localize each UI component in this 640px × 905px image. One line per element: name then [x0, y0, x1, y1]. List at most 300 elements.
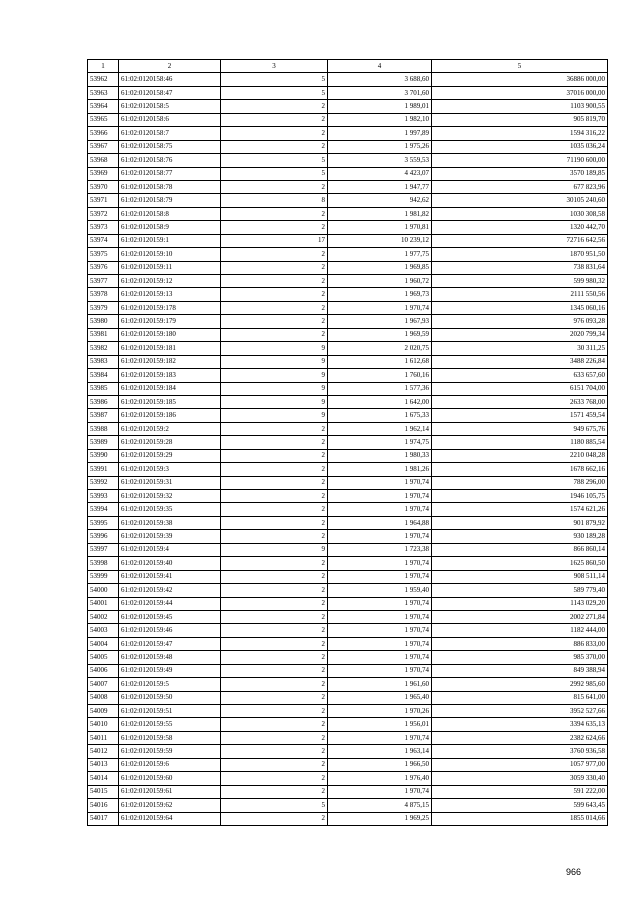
value-cell: 6151 704,00: [432, 382, 608, 395]
type-code-cell: 2: [221, 288, 328, 301]
value-cell: 1574 621,26: [432, 503, 608, 516]
type-code-cell: 9: [221, 342, 328, 355]
table-row: [88, 315, 608, 328]
table-row: [88, 678, 608, 691]
value-cell: 2002 271,84: [432, 610, 608, 623]
row-number-cell: 53994: [88, 503, 119, 516]
value-cell: 3059 330,40: [432, 772, 608, 785]
value-cell: 71190 600,00: [432, 154, 608, 167]
area-cell: 2 020,75: [328, 342, 432, 355]
area-cell: 1 675,33: [328, 409, 432, 422]
table-row: [88, 490, 608, 503]
value-cell: 1180 885,54: [432, 436, 608, 449]
value-cell: 3394 635,13: [432, 718, 608, 731]
column-header-2: 2: [119, 60, 221, 73]
cadastral-number-cell: 61:02:0120159:45: [119, 610, 221, 623]
table-row: [88, 530, 608, 543]
value-cell: 2382 624,66: [432, 731, 608, 744]
row-number-cell: 54009: [88, 705, 119, 718]
cadastral-number-cell: 61:02:0120158:6: [119, 113, 221, 126]
table-row: [88, 637, 608, 650]
cadastral-number-cell: 61:02:0120159:58: [119, 731, 221, 744]
table-row: [88, 113, 608, 126]
area-cell: 1 967,93: [328, 315, 432, 328]
table-row: [88, 180, 608, 193]
value-cell: 1571 459,54: [432, 409, 608, 422]
area-cell: 1 947,77: [328, 180, 432, 193]
cadastral-number-cell: 61:02:0120159:59: [119, 745, 221, 758]
value-cell: 72716 642,56: [432, 234, 608, 247]
area-cell: 1 997,89: [328, 127, 432, 140]
row-number-cell: 53968: [88, 154, 119, 167]
value-cell: 30 311,25: [432, 342, 608, 355]
type-code-cell: 2: [221, 812, 328, 825]
area-cell: 1 577,36: [328, 382, 432, 395]
row-number-cell: 54017: [88, 812, 119, 825]
row-number-cell: 54004: [88, 637, 119, 650]
value-cell: 2020 799,34: [432, 328, 608, 341]
type-code-cell: 2: [221, 248, 328, 261]
row-number-cell: 54000: [88, 584, 119, 597]
row-number-cell: 53973: [88, 221, 119, 234]
cadastral-number-cell: 61:02:0120159:41: [119, 570, 221, 583]
area-cell: 1 962,14: [328, 422, 432, 435]
type-code-cell: 2: [221, 127, 328, 140]
cadastral-number-cell: 61:02:0120159:35: [119, 503, 221, 516]
table-row: [88, 140, 608, 153]
row-number-cell: 53990: [88, 449, 119, 462]
row-number-cell: 53969: [88, 167, 119, 180]
value-cell: 908 511,14: [432, 570, 608, 583]
row-number-cell: 53977: [88, 275, 119, 288]
area-cell: 1 760,16: [328, 369, 432, 382]
area-cell: 1 961,60: [328, 678, 432, 691]
type-code-cell: 2: [221, 705, 328, 718]
type-code-cell: 2: [221, 557, 328, 570]
row-number-cell: 53981: [88, 328, 119, 341]
cadastral-number-cell: 61:02:0120159:40: [119, 557, 221, 570]
table-row: [88, 503, 608, 516]
cadastral-number-cell: 61:02:0120159:179: [119, 315, 221, 328]
type-code-cell: 2: [221, 772, 328, 785]
area-cell: 1 963,14: [328, 745, 432, 758]
table-row: [88, 154, 608, 167]
type-code-cell: 9: [221, 543, 328, 556]
type-code-cell: 2: [221, 530, 328, 543]
table-row: [88, 409, 608, 422]
table-row: [88, 221, 608, 234]
type-code-cell: 2: [221, 140, 328, 153]
cadastral-number-cell: 61:02:0120158:78: [119, 180, 221, 193]
row-number-cell: 54015: [88, 785, 119, 798]
area-cell: 1 970,74: [328, 637, 432, 650]
row-number-cell: 53987: [88, 409, 119, 422]
area-cell: 1 969,85: [328, 261, 432, 274]
cadastral-number-cell: 61:02:0120159:44: [119, 597, 221, 610]
value-cell: 815 641,00: [432, 691, 608, 704]
area-cell: 1 970,74: [328, 476, 432, 489]
row-number-cell: 54008: [88, 691, 119, 704]
row-number-cell: 53966: [88, 127, 119, 140]
area-cell: 3 701,60: [328, 86, 432, 99]
row-number-cell: 53983: [88, 355, 119, 368]
type-code-cell: 2: [221, 718, 328, 731]
table-row: [88, 691, 608, 704]
type-code-cell: 2: [221, 570, 328, 583]
type-code-cell: 9: [221, 409, 328, 422]
value-cell: 1594 316,22: [432, 127, 608, 140]
row-number-cell: 53988: [88, 422, 119, 435]
type-code-cell: 2: [221, 315, 328, 328]
type-code-cell: 5: [221, 799, 328, 812]
value-cell: 1678 662,16: [432, 463, 608, 476]
cadastral-number-cell: 61:02:0120159:50: [119, 691, 221, 704]
cadastral-number-cell: 61:02:0120159:62: [119, 799, 221, 812]
table-row: [88, 395, 608, 408]
table-row: [88, 476, 608, 489]
cadastral-number-cell: 61:02:0120159:31: [119, 476, 221, 489]
area-cell: 1 970,74: [328, 490, 432, 503]
row-number-cell: 53993: [88, 490, 119, 503]
row-number-cell: 53985: [88, 382, 119, 395]
value-cell: 1143 029,20: [432, 597, 608, 610]
table-row: [88, 584, 608, 597]
row-number-cell: 53980: [88, 315, 119, 328]
value-cell: 1855 014,66: [432, 812, 608, 825]
table-row: [88, 463, 608, 476]
row-number-cell: 53986: [88, 395, 119, 408]
area-cell: 1 974,75: [328, 436, 432, 449]
cadastral-number-cell: 61:02:0120158:75: [119, 140, 221, 153]
area-cell: 4 875,15: [328, 799, 432, 812]
type-code-cell: 2: [221, 100, 328, 113]
table-row: [88, 167, 608, 180]
row-number-cell: 53992: [88, 476, 119, 489]
table-row: [88, 731, 608, 744]
type-code-cell: 9: [221, 355, 328, 368]
row-number-cell: 53962: [88, 73, 119, 86]
value-cell: 1030 308,58: [432, 207, 608, 220]
cadastral-number-cell: 61:02:0120159:39: [119, 530, 221, 543]
area-cell: 1 642,00: [328, 395, 432, 408]
area-cell: 1 981,82: [328, 207, 432, 220]
table-row: [88, 557, 608, 570]
value-cell: 886 833,00: [432, 637, 608, 650]
cadastral-number-cell: 61:02:0120159:46: [119, 624, 221, 637]
type-code-cell: 2: [221, 785, 328, 798]
type-code-cell: 2: [221, 207, 328, 220]
value-cell: 1057 977,00: [432, 758, 608, 771]
area-cell: 3 559,53: [328, 154, 432, 167]
table-row: [88, 543, 608, 556]
value-cell: 36886 000,00: [432, 73, 608, 86]
value-cell: 738 831,64: [432, 261, 608, 274]
row-number-cell: 53971: [88, 194, 119, 207]
table-row: [88, 705, 608, 718]
row-number-cell: 53984: [88, 369, 119, 382]
row-number-cell: 53974: [88, 234, 119, 247]
value-cell: 1320 442,70: [432, 221, 608, 234]
table-row: [88, 812, 608, 825]
type-code-cell: 2: [221, 221, 328, 234]
type-code-cell: 2: [221, 328, 328, 341]
cadastral-number-cell: 61:02:0120159:181: [119, 342, 221, 355]
row-number-cell: 53976: [88, 261, 119, 274]
row-number-cell: 53995: [88, 516, 119, 529]
table-row: [88, 382, 608, 395]
type-code-cell: 5: [221, 167, 328, 180]
cadastral-number-cell: 61:02:0120158:77: [119, 167, 221, 180]
value-cell: 677 823,96: [432, 180, 608, 193]
area-cell: 1 989,01: [328, 100, 432, 113]
area-cell: 1 970,74: [328, 301, 432, 314]
cadastral-number-cell: 61:02:0120158:47: [119, 86, 221, 99]
type-code-cell: 2: [221, 463, 328, 476]
row-number-cell: 54001: [88, 597, 119, 610]
cadastral-number-cell: 61:02:0120159:51: [119, 705, 221, 718]
value-cell: 1625 860,50: [432, 557, 608, 570]
value-cell: 3760 936,58: [432, 745, 608, 758]
value-cell: 930 189,28: [432, 530, 608, 543]
value-cell: 3570 189,85: [432, 167, 608, 180]
table-row: [88, 261, 608, 274]
type-code-cell: 2: [221, 651, 328, 664]
cadastral-number-cell: 61:02:0120159:184: [119, 382, 221, 395]
type-code-cell: 2: [221, 436, 328, 449]
area-cell: 1 977,75: [328, 248, 432, 261]
area-cell: 1 976,40: [328, 772, 432, 785]
value-cell: 976 093,28: [432, 315, 608, 328]
row-number-cell: 53963: [88, 86, 119, 99]
row-number-cell: 54002: [88, 610, 119, 623]
cadastral-number-cell: 61:02:0120159:1: [119, 234, 221, 247]
cadastral-number-cell: 61:02:0120158:7: [119, 127, 221, 140]
table-body: [88, 73, 608, 826]
type-code-cell: 2: [221, 516, 328, 529]
cadastral-number-cell: 61:02:0120159:182: [119, 355, 221, 368]
value-cell: 1870 951,50: [432, 248, 608, 261]
type-code-cell: 2: [221, 637, 328, 650]
cadastral-number-cell: 61:02:0120159:48: [119, 651, 221, 664]
value-cell: 2210 048,28: [432, 449, 608, 462]
cadastral-number-cell: 61:02:0120159:38: [119, 516, 221, 529]
row-number-cell: 54013: [88, 758, 119, 771]
area-cell: 3 688,60: [328, 73, 432, 86]
table-row: [88, 785, 608, 798]
value-cell: 788 296,00: [432, 476, 608, 489]
table-row: [88, 718, 608, 731]
value-cell: 599 643,45: [432, 799, 608, 812]
row-number-cell: 53964: [88, 100, 119, 113]
row-number-cell: 53970: [88, 180, 119, 193]
table-row: [88, 449, 608, 462]
area-cell: 1 980,33: [328, 449, 432, 462]
type-code-cell: 2: [221, 745, 328, 758]
type-code-cell: 17: [221, 234, 328, 247]
cadastral-number-cell: 61:02:0120159:185: [119, 395, 221, 408]
row-number-cell: 53975: [88, 248, 119, 261]
cadastral-number-cell: 61:02:0120159:11: [119, 261, 221, 274]
type-code-cell: 8: [221, 194, 328, 207]
value-cell: 1035 036,24: [432, 140, 608, 153]
area-cell: 1 970,74: [328, 624, 432, 637]
cadastral-number-cell: 61:02:0120158:9: [119, 221, 221, 234]
area-cell: 1 612,68: [328, 355, 432, 368]
table-row: [88, 73, 608, 86]
cadastral-number-cell: 61:02:0120159:6: [119, 758, 221, 771]
area-cell: 1 970,74: [328, 570, 432, 583]
value-cell: 633 657,60: [432, 369, 608, 382]
value-cell: 949 675,76: [432, 422, 608, 435]
row-number-cell: 54007: [88, 678, 119, 691]
table-row: [88, 288, 608, 301]
cadastral-number-cell: 61:02:0120158:8: [119, 207, 221, 220]
area-cell: 1 965,40: [328, 691, 432, 704]
area-cell: 1 970,74: [328, 651, 432, 664]
table-row: [88, 86, 608, 99]
row-number-cell: 53978: [88, 288, 119, 301]
type-code-cell: 2: [221, 597, 328, 610]
area-cell: 1 959,40: [328, 584, 432, 597]
area-cell: 1 969,73: [328, 288, 432, 301]
type-code-cell: 9: [221, 382, 328, 395]
value-cell: 3952 527,66: [432, 705, 608, 718]
row-number-cell: 53991: [88, 463, 119, 476]
type-code-cell: 2: [221, 503, 328, 516]
cadastral-number-cell: 61:02:0120159:5: [119, 678, 221, 691]
value-cell: 589 779,40: [432, 584, 608, 597]
type-code-cell: 2: [221, 758, 328, 771]
type-code-cell: 5: [221, 73, 328, 86]
cadastral-number-cell: 61:02:0120159:47: [119, 637, 221, 650]
table-row: [88, 207, 608, 220]
type-code-cell: 9: [221, 369, 328, 382]
cadastral-number-cell: 61:02:0120159:32: [119, 490, 221, 503]
cadastral-number-cell: 61:02:0120159:183: [119, 369, 221, 382]
type-code-cell: 2: [221, 301, 328, 314]
cadastral-number-cell: 61:02:0120159:10: [119, 248, 221, 261]
cadastral-number-cell: 61:02:0120159:178: [119, 301, 221, 314]
area-cell: 1 975,26: [328, 140, 432, 153]
area-cell: 1 970,74: [328, 731, 432, 744]
cadastral-number-cell: 61:02:0120159:180: [119, 328, 221, 341]
column-header-5: 5: [432, 60, 608, 73]
table-row: [88, 745, 608, 758]
area-cell: 1 956,01: [328, 718, 432, 731]
table-row: [88, 275, 608, 288]
value-cell: 905 819,70: [432, 113, 608, 126]
registry-table: [87, 59, 608, 826]
area-cell: 1 960,72: [328, 275, 432, 288]
area-cell: 10 239,12: [328, 234, 432, 247]
type-code-cell: 2: [221, 476, 328, 489]
table-row: [88, 355, 608, 368]
table-row: [88, 127, 608, 140]
table-row: [88, 301, 608, 314]
row-number-cell: 54014: [88, 772, 119, 785]
table-row: [88, 624, 608, 637]
type-code-cell: 2: [221, 113, 328, 126]
area-cell: 1 970,74: [328, 530, 432, 543]
column-header-1: 1: [88, 60, 119, 73]
cadastral-number-cell: 61:02:0120159:42: [119, 584, 221, 597]
table-row: [88, 664, 608, 677]
area-cell: 1 970,74: [328, 503, 432, 516]
cadastral-number-cell: 61:02:0120159:13: [119, 288, 221, 301]
row-number-cell: 54006: [88, 664, 119, 677]
row-number-cell: 53989: [88, 436, 119, 449]
type-code-cell: 2: [221, 449, 328, 462]
row-number-cell: 53996: [88, 530, 119, 543]
value-cell: 866 860,14: [432, 543, 608, 556]
area-cell: 942,62: [328, 194, 432, 207]
table-row: [88, 516, 608, 529]
table-row: [88, 651, 608, 664]
table-row: [88, 328, 608, 341]
row-number-cell: 53972: [88, 207, 119, 220]
type-code-cell: 2: [221, 584, 328, 597]
area-cell: 4 423,07: [328, 167, 432, 180]
value-cell: 1182 444,00: [432, 624, 608, 637]
value-cell: 2111 550,56: [432, 288, 608, 301]
type-code-cell: 2: [221, 422, 328, 435]
row-number-cell: 54005: [88, 651, 119, 664]
area-cell: 1 970,26: [328, 705, 432, 718]
value-cell: 30105 240,60: [432, 194, 608, 207]
type-code-cell: 2: [221, 678, 328, 691]
cadastral-number-cell: 61:02:0120159:49: [119, 664, 221, 677]
row-number-cell: 54012: [88, 745, 119, 758]
cadastral-number-cell: 61:02:0120159:4: [119, 543, 221, 556]
type-code-cell: 5: [221, 154, 328, 167]
table-row: [88, 758, 608, 771]
type-code-cell: 9: [221, 395, 328, 408]
row-number-cell: 54016: [88, 799, 119, 812]
type-code-cell: 2: [221, 664, 328, 677]
table-row: [88, 342, 608, 355]
row-number-cell: 53998: [88, 557, 119, 570]
value-cell: 591 222,00: [432, 785, 608, 798]
table-row: [88, 248, 608, 261]
row-number-cell: 53967: [88, 140, 119, 153]
cadastral-number-cell: 61:02:0120159:28: [119, 436, 221, 449]
cadastral-number-cell: 61:02:0120159:64: [119, 812, 221, 825]
table-row: [88, 194, 608, 207]
value-cell: 985 370,00: [432, 651, 608, 664]
type-code-cell: 2: [221, 275, 328, 288]
area-cell: 1 970,81: [328, 221, 432, 234]
area-cell: 1 970,74: [328, 785, 432, 798]
table-row: [88, 436, 608, 449]
cadastral-number-cell: 61:02:0120158:76: [119, 154, 221, 167]
value-cell: 1345 060,16: [432, 301, 608, 314]
value-cell: 901 879,92: [432, 516, 608, 529]
type-code-cell: 2: [221, 490, 328, 503]
value-cell: 2633 768,00: [432, 395, 608, 408]
table-row: [88, 100, 608, 113]
cadastral-number-cell: 61:02:0120158:79: [119, 194, 221, 207]
area-cell: 1 723,38: [328, 543, 432, 556]
row-number-cell: 53979: [88, 301, 119, 314]
row-number-cell: 53999: [88, 570, 119, 583]
row-number-cell: 54003: [88, 624, 119, 637]
row-number-cell: 53965: [88, 113, 119, 126]
area-cell: 1 969,25: [328, 812, 432, 825]
type-code-cell: 2: [221, 180, 328, 193]
type-code-cell: 5: [221, 86, 328, 99]
row-number-cell: 54011: [88, 731, 119, 744]
value-cell: 37016 000,00: [432, 86, 608, 99]
